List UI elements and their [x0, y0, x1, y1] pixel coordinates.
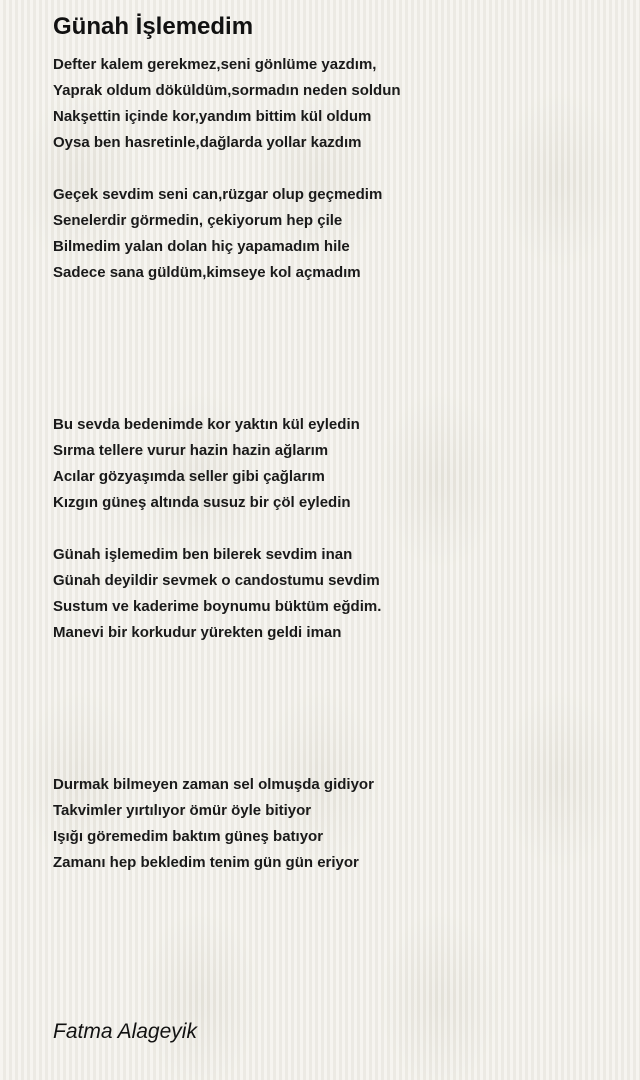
- poem-line: Bilmedim yalan dolan hiç yapamadım hile: [53, 238, 350, 255]
- author-name: Fatma Alageyik: [53, 1020, 197, 1043]
- poem-line: Yaprak oldum döküldüm,sormadın neden soldun: [53, 82, 401, 99]
- poem-line: Senelerdir görmedin, çekiyorum hep çile: [53, 212, 343, 229]
- poem-line: Işığı göremedim baktım güneş batıyor: [53, 828, 324, 845]
- poem-line: Sustum ve kaderime boynumu büktüm eğdim.: [53, 598, 382, 615]
- poem-line: Defter kalem gerekmez,seni gönlüme yazdım,: [53, 56, 377, 73]
- poem-line: Manevi bir korkudur yürekten geldi iman: [53, 624, 342, 641]
- poem-line: Geçek sevdim seni can,rüzgar olup geçmedim: [53, 186, 383, 203]
- poem-line: Günah işlemedim ben bilerek sevdim inan: [53, 546, 353, 563]
- poem-line: Oysa ben hasretinle,dağlarda yollar kazdım: [53, 134, 362, 151]
- stanza-4: [53, 542, 381, 646]
- stanza-1: [53, 52, 401, 156]
- poem-title: Günah İşlemedim: [53, 13, 254, 40]
- stanza-5: [53, 772, 374, 876]
- poem-line: Sırma tellere vurur hazin hazin ağlarım: [53, 442, 329, 459]
- poem-line: Durmak bilmeyen zaman sel olmuşda gidiyor: [53, 776, 374, 793]
- poem-line: Kızgın güneş altında susuz bir çöl eyledin: [53, 494, 351, 511]
- poem-line: Nakşettin içinde kor,yandım bittim kül oldum: [53, 108, 372, 125]
- poem-line: Sadece sana güldüm,kimseye kol açmadım: [53, 264, 361, 281]
- poem-line: Takvimler yırtılıyor ömür öyle bitiyor: [53, 802, 312, 819]
- poem-line: Zamanı hep bekledim tenim gün gün eriyor: [53, 854, 359, 871]
- poem-line: Acılar gözyaşımda seller gibi çağlarım: [53, 468, 325, 485]
- poem-line: Günah deyildir sevmek o candostumu sevdim: [53, 572, 380, 589]
- stanza-3: [53, 412, 360, 516]
- poem-line: Bu sevda bedenimde kor yaktın kül eyledin: [53, 416, 360, 433]
- stanza-2: [53, 182, 382, 286]
